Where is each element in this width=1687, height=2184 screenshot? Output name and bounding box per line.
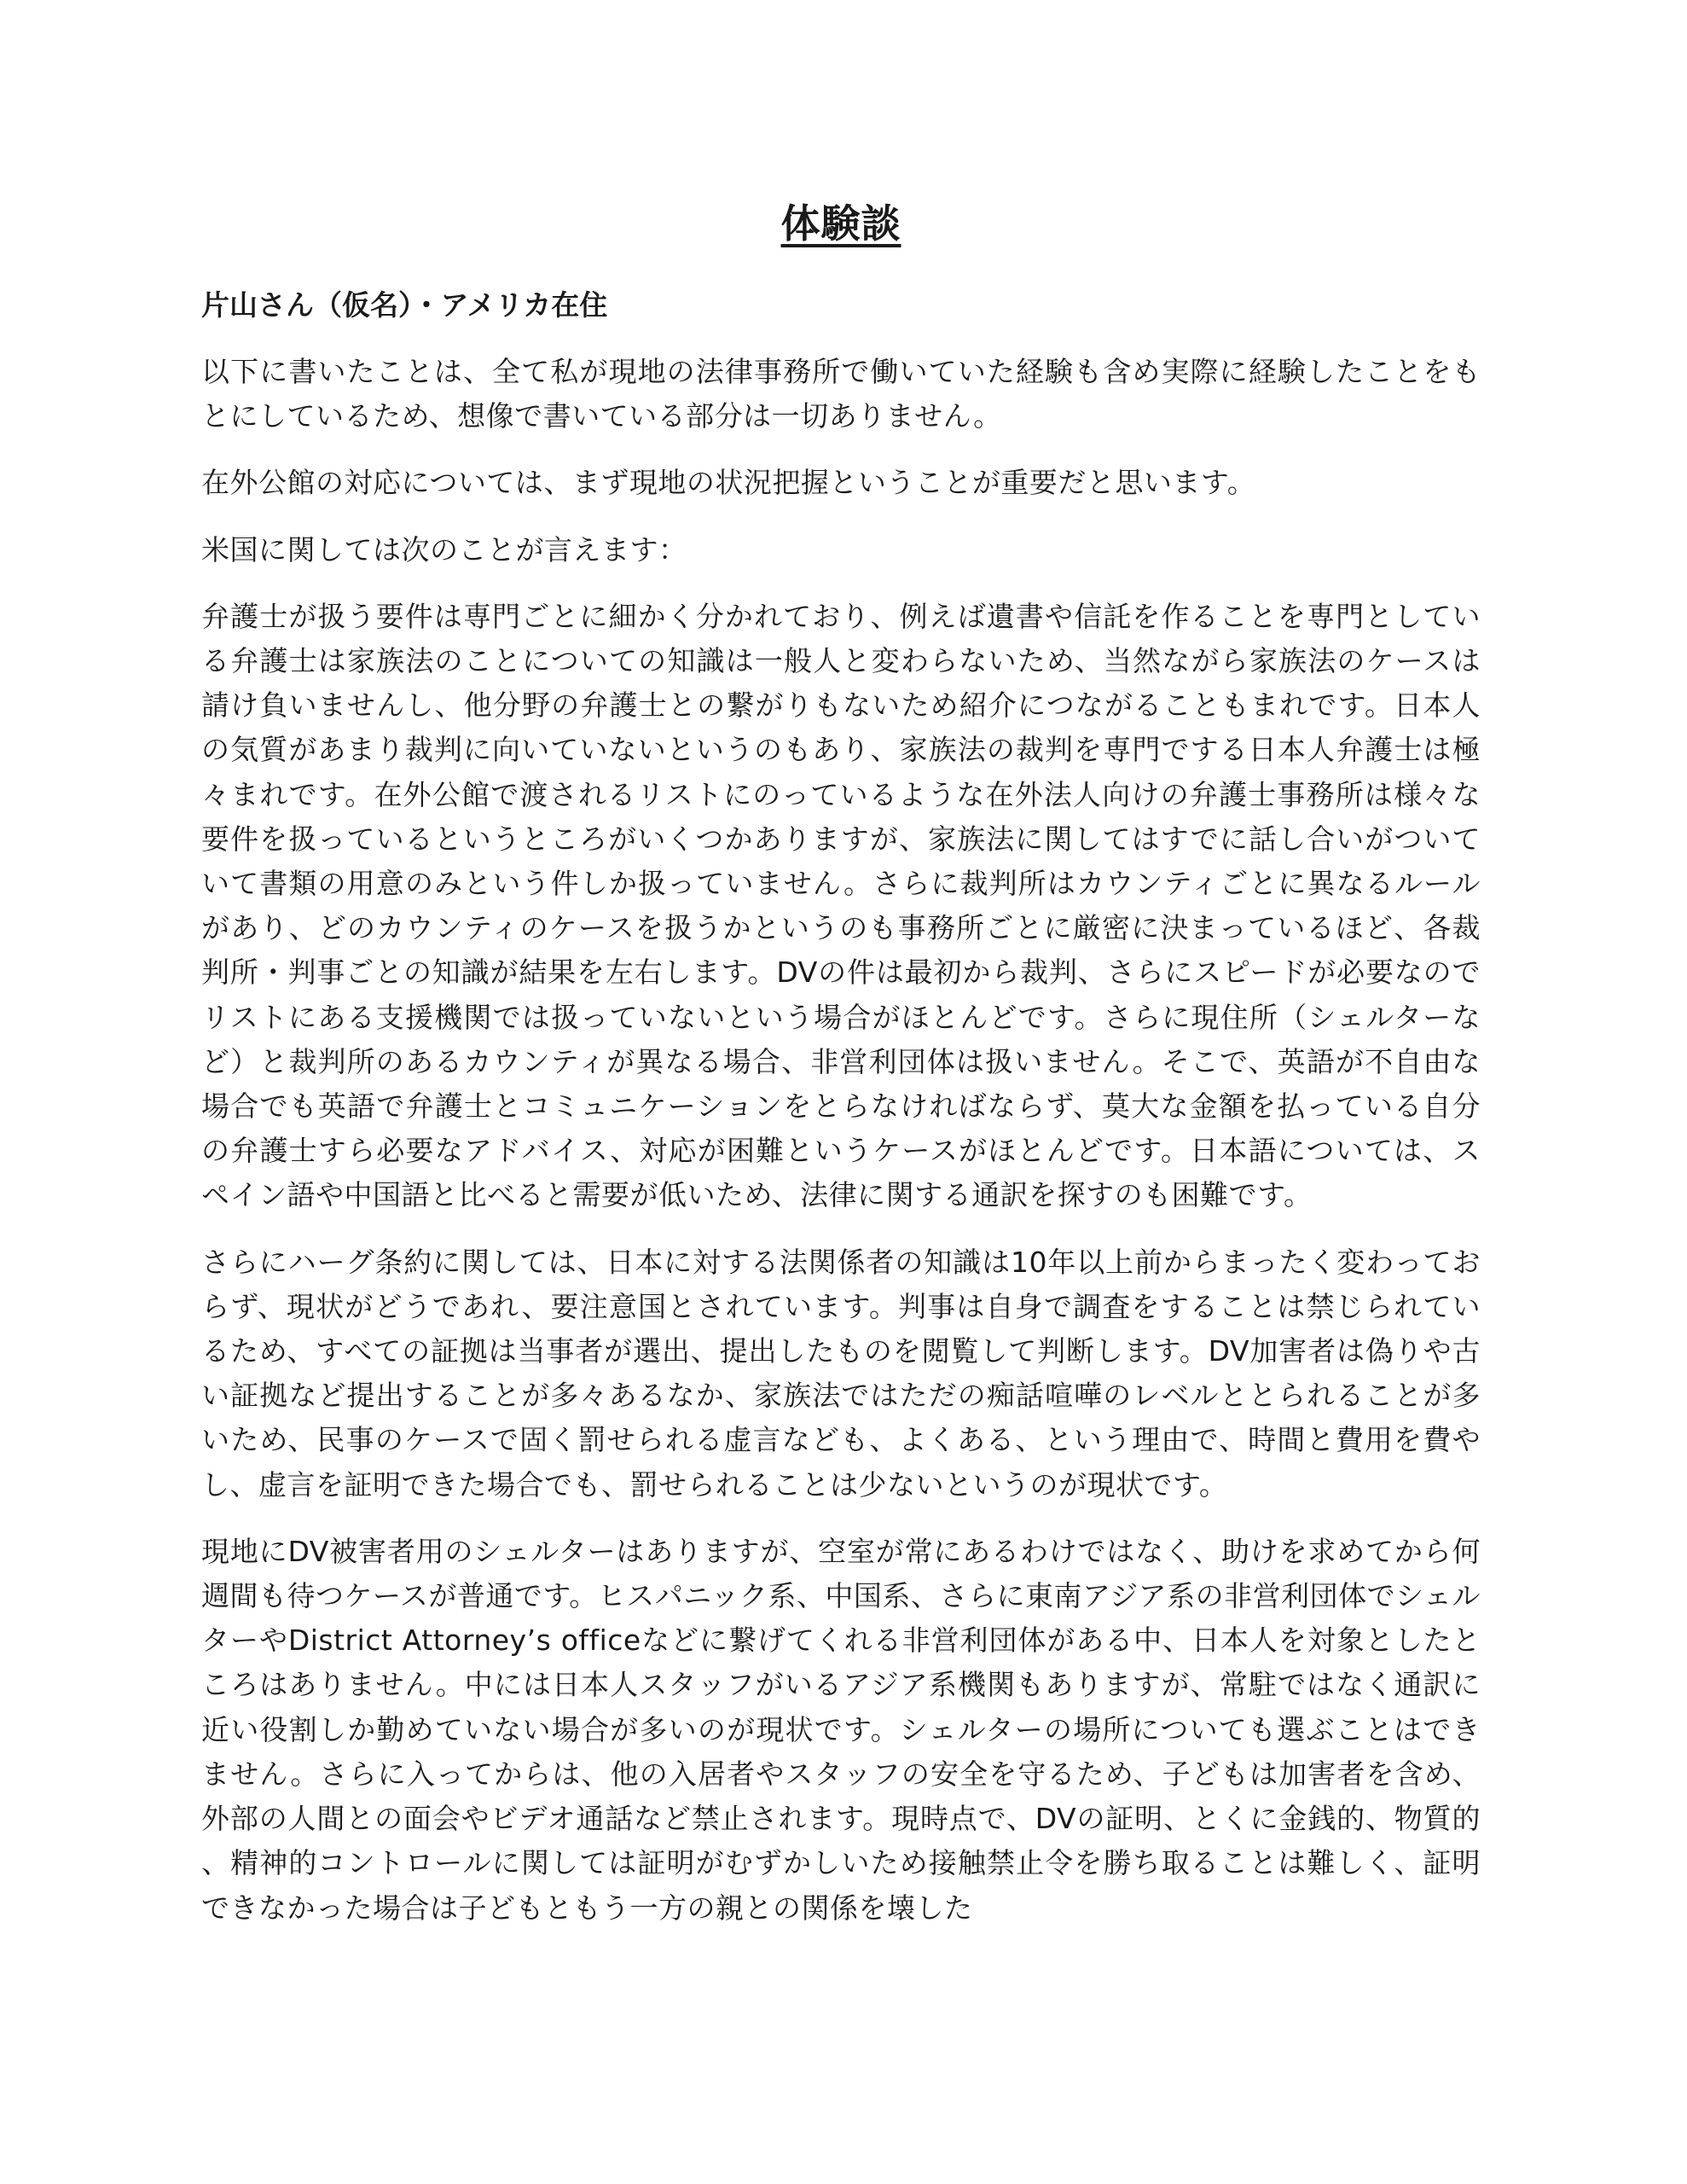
- document-subtitle: 片山さん（仮名）・アメリカ在住: [201, 288, 608, 322]
- paragraph-shelter: 現地にDV被害者用のシェルターはありますが、空室が常にあるわけではなく、助けを求めてから何週間も待つケースが普通です。ヒスパニック系、中国系、さらに東南アジア系の非営利団体でシェルターやDistrict Attorney’s officeなどに繋げてくれる非営利団体がある中、日本人を対象としたところはありません。中には日本人スタッフがいるアジア系機関もありますが、常駐ではなく通訳に近い役割しか勤めていない場合が多いのが現状です。シェルターの場所についても選ぶことはできません。さらに入ってからは、他の入居者やスタッフの安全を守るため、子どもは加害者を含め、外部の人間との面会やビデオ通話など禁止されます。現時点で、DVの証明、とくに金銭的、物質的、精神的コントロールに関しては証明がむずかしいため接触禁止令を勝ち取ることは難しく、証明できなかった場合は子どもともう一方の親との関係を壊した: [201, 1534, 1481, 1925]
- paragraph-embassy: 在外公館の対応については、まず現地の状況把握ということが重要だと思います。: [201, 466, 1256, 500]
- document-page: [201, 198, 1481, 1953]
- paragraph-intro: 以下に書いたことは、全て私が現地の法律事務所で働いていた経験も含め実際に経験したことをもとにしているため、想像で書いている部分は一切ありません。: [201, 355, 1481, 433]
- paragraph-us-intro: 米国に関しては次のことが言えます：: [201, 532, 687, 566]
- document-title: 体験談: [780, 200, 901, 247]
- paragraph-hague: さらにハーグ条約に関しては、日本に対する法関係者の知識は10年以上前からまったく変わっておらず、現状がどうであれ、要注意国とされています。判事は自身で調査をすることは禁じられているため、すべての証拠は当事者が選出、提出したものを閲覧して判断します。DV加害者は偽りや古い証拠など提出することが多々あるなか、家族法ではただの痴話喧嘩のレベルととられることが多いため、民事のケースで固く罰せられる虚言なども、よくある、という理由で、時間と費用を費やし、虚言を証明できた場合でも、罰せられることは少ないというのが現状です。: [201, 1245, 1481, 1502]
- paragraph-lawyers: 弁護士が扱う要件は専門ごとに細かく分かれており、例えば遺書や信託を作ることを専門としている弁護士は家族法のことについての知識は一般人と変わらないため、当然ながら家族法のケースは請け負いませんし、他分野の弁護士との繋がりもないため紹介につながることもまれです。日本人の気質があまり裁判に向いていないというのもあり、家族法の裁判を専門でする日本人弁護士は極々まれです。在外公館で渡されるリストにのっているような在外法人向けの弁護士事務所は様々な要件を扱っているというところがいくつかありますが、家族法に関してはすでに話し合いがついていて書類の用意のみという件しか扱っていません。さらに裁判所はカウンティごとに異なるルールがあり、どのカウンティのケースを扱うかというのも事務所ごとに厳密に決まっているほど、各裁判所・判事ごとの知識が結果を左右します。DVの件は最初から裁判、さらにスピードが必要なのでリストにある支援機関では扱っていないという場合がほとんどです。さらに現住所（シェルターなど）と裁判所のあるカウンティが異なる場合、非営利団体は扱いません。そこで、英語が不自由な場合でも英語で弁護士とコミュニケーションをとらなければならず、莫大な金額を払っている自分の弁護士すら必要なアドバイス、対応が困難というケースがほとんどです。日本語については、スペイン語や中国語と比べると需要が低いため、法律に関する通訳を探すのも困難です。: [201, 599, 1481, 1212]
